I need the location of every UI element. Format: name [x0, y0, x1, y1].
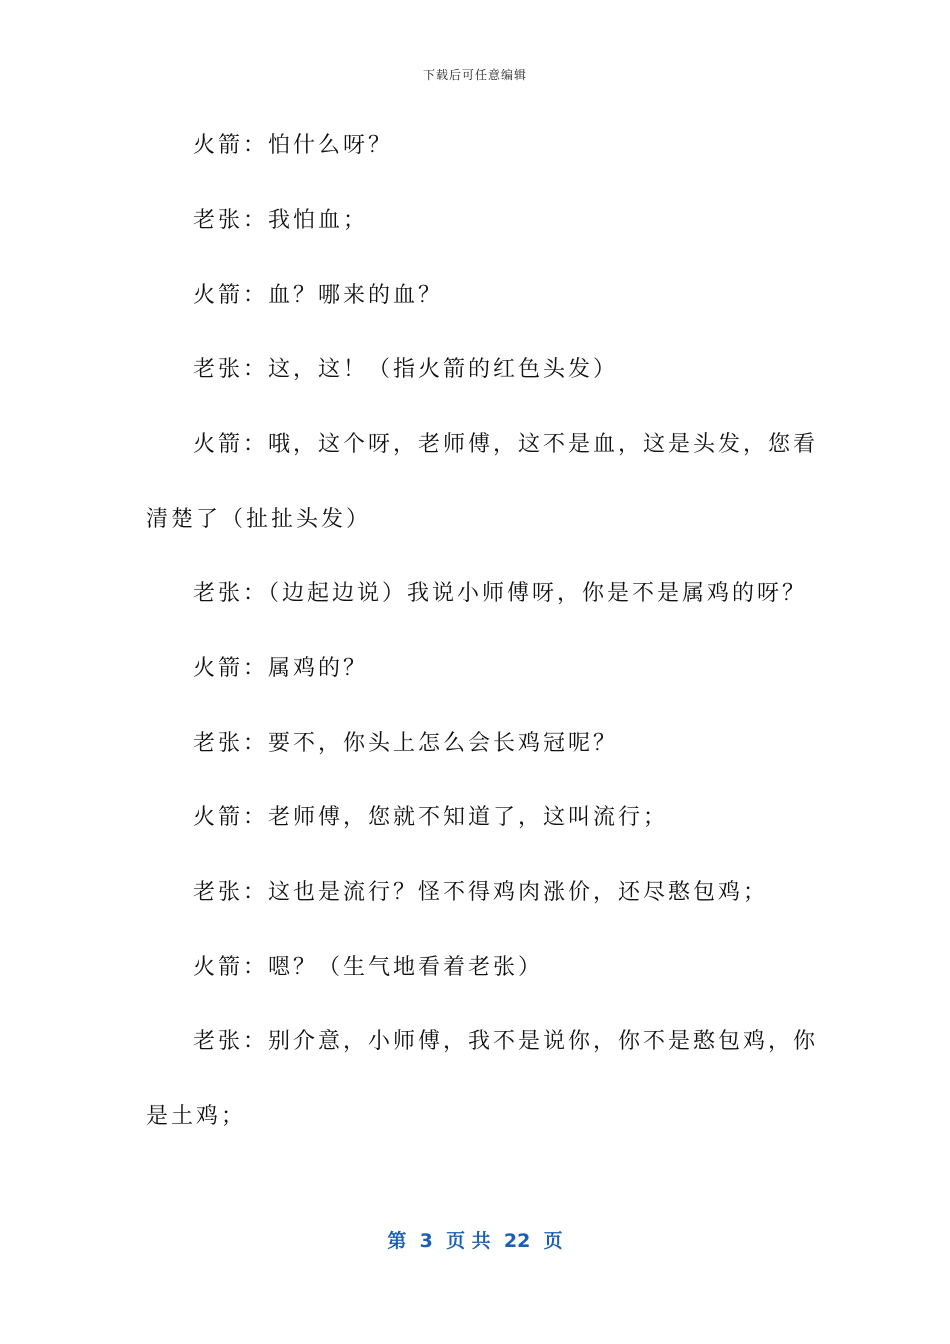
- page-number: 第 3 页 共 22 页: [387, 1230, 563, 1252]
- dialogue-line: 老张：要不，你头上怎么会长鸡冠呢？: [193, 731, 619, 756]
- dialogue-line: 老张：这也是流行？怪不得鸡肉涨价，还尽憨包鸡；: [193, 880, 769, 905]
- dialogue-line-continued: 清楚了（扯扯头发）: [146, 507, 372, 532]
- dialogue-line: 火箭：老师傅，您就不知道了，这叫流行；: [193, 805, 669, 830]
- dialogue-line: 火箭：属鸡的？: [193, 656, 369, 681]
- header-note: 下载后可任意编辑: [422, 68, 527, 82]
- dialogue-line: 老张：我怕血；: [193, 208, 369, 233]
- dialogue-line-continued: 是土鸡；: [146, 1104, 247, 1129]
- dialogue-line: 老张：这，这！（指火箭的红色头发）: [193, 357, 619, 382]
- dialogue-line: 火箭：哦，这个呀，老师傅，这不是血，这是头发，您看: [193, 432, 819, 457]
- dialogue-line: 火箭：怕什么呀？: [193, 133, 394, 158]
- dialogue-line: 火箭：嗯？（生气地看着老张）: [193, 955, 544, 980]
- dialogue-line: 火箭：血？哪来的血？: [193, 283, 444, 308]
- dialogue-line: 老张：（边起边说）我说小师傅呀，你是不是属鸡的呀？: [193, 581, 808, 606]
- dialogue-line: 老张：别介意，小师傅，我不是说你，你不是憨包鸡，你: [193, 1029, 819, 1054]
